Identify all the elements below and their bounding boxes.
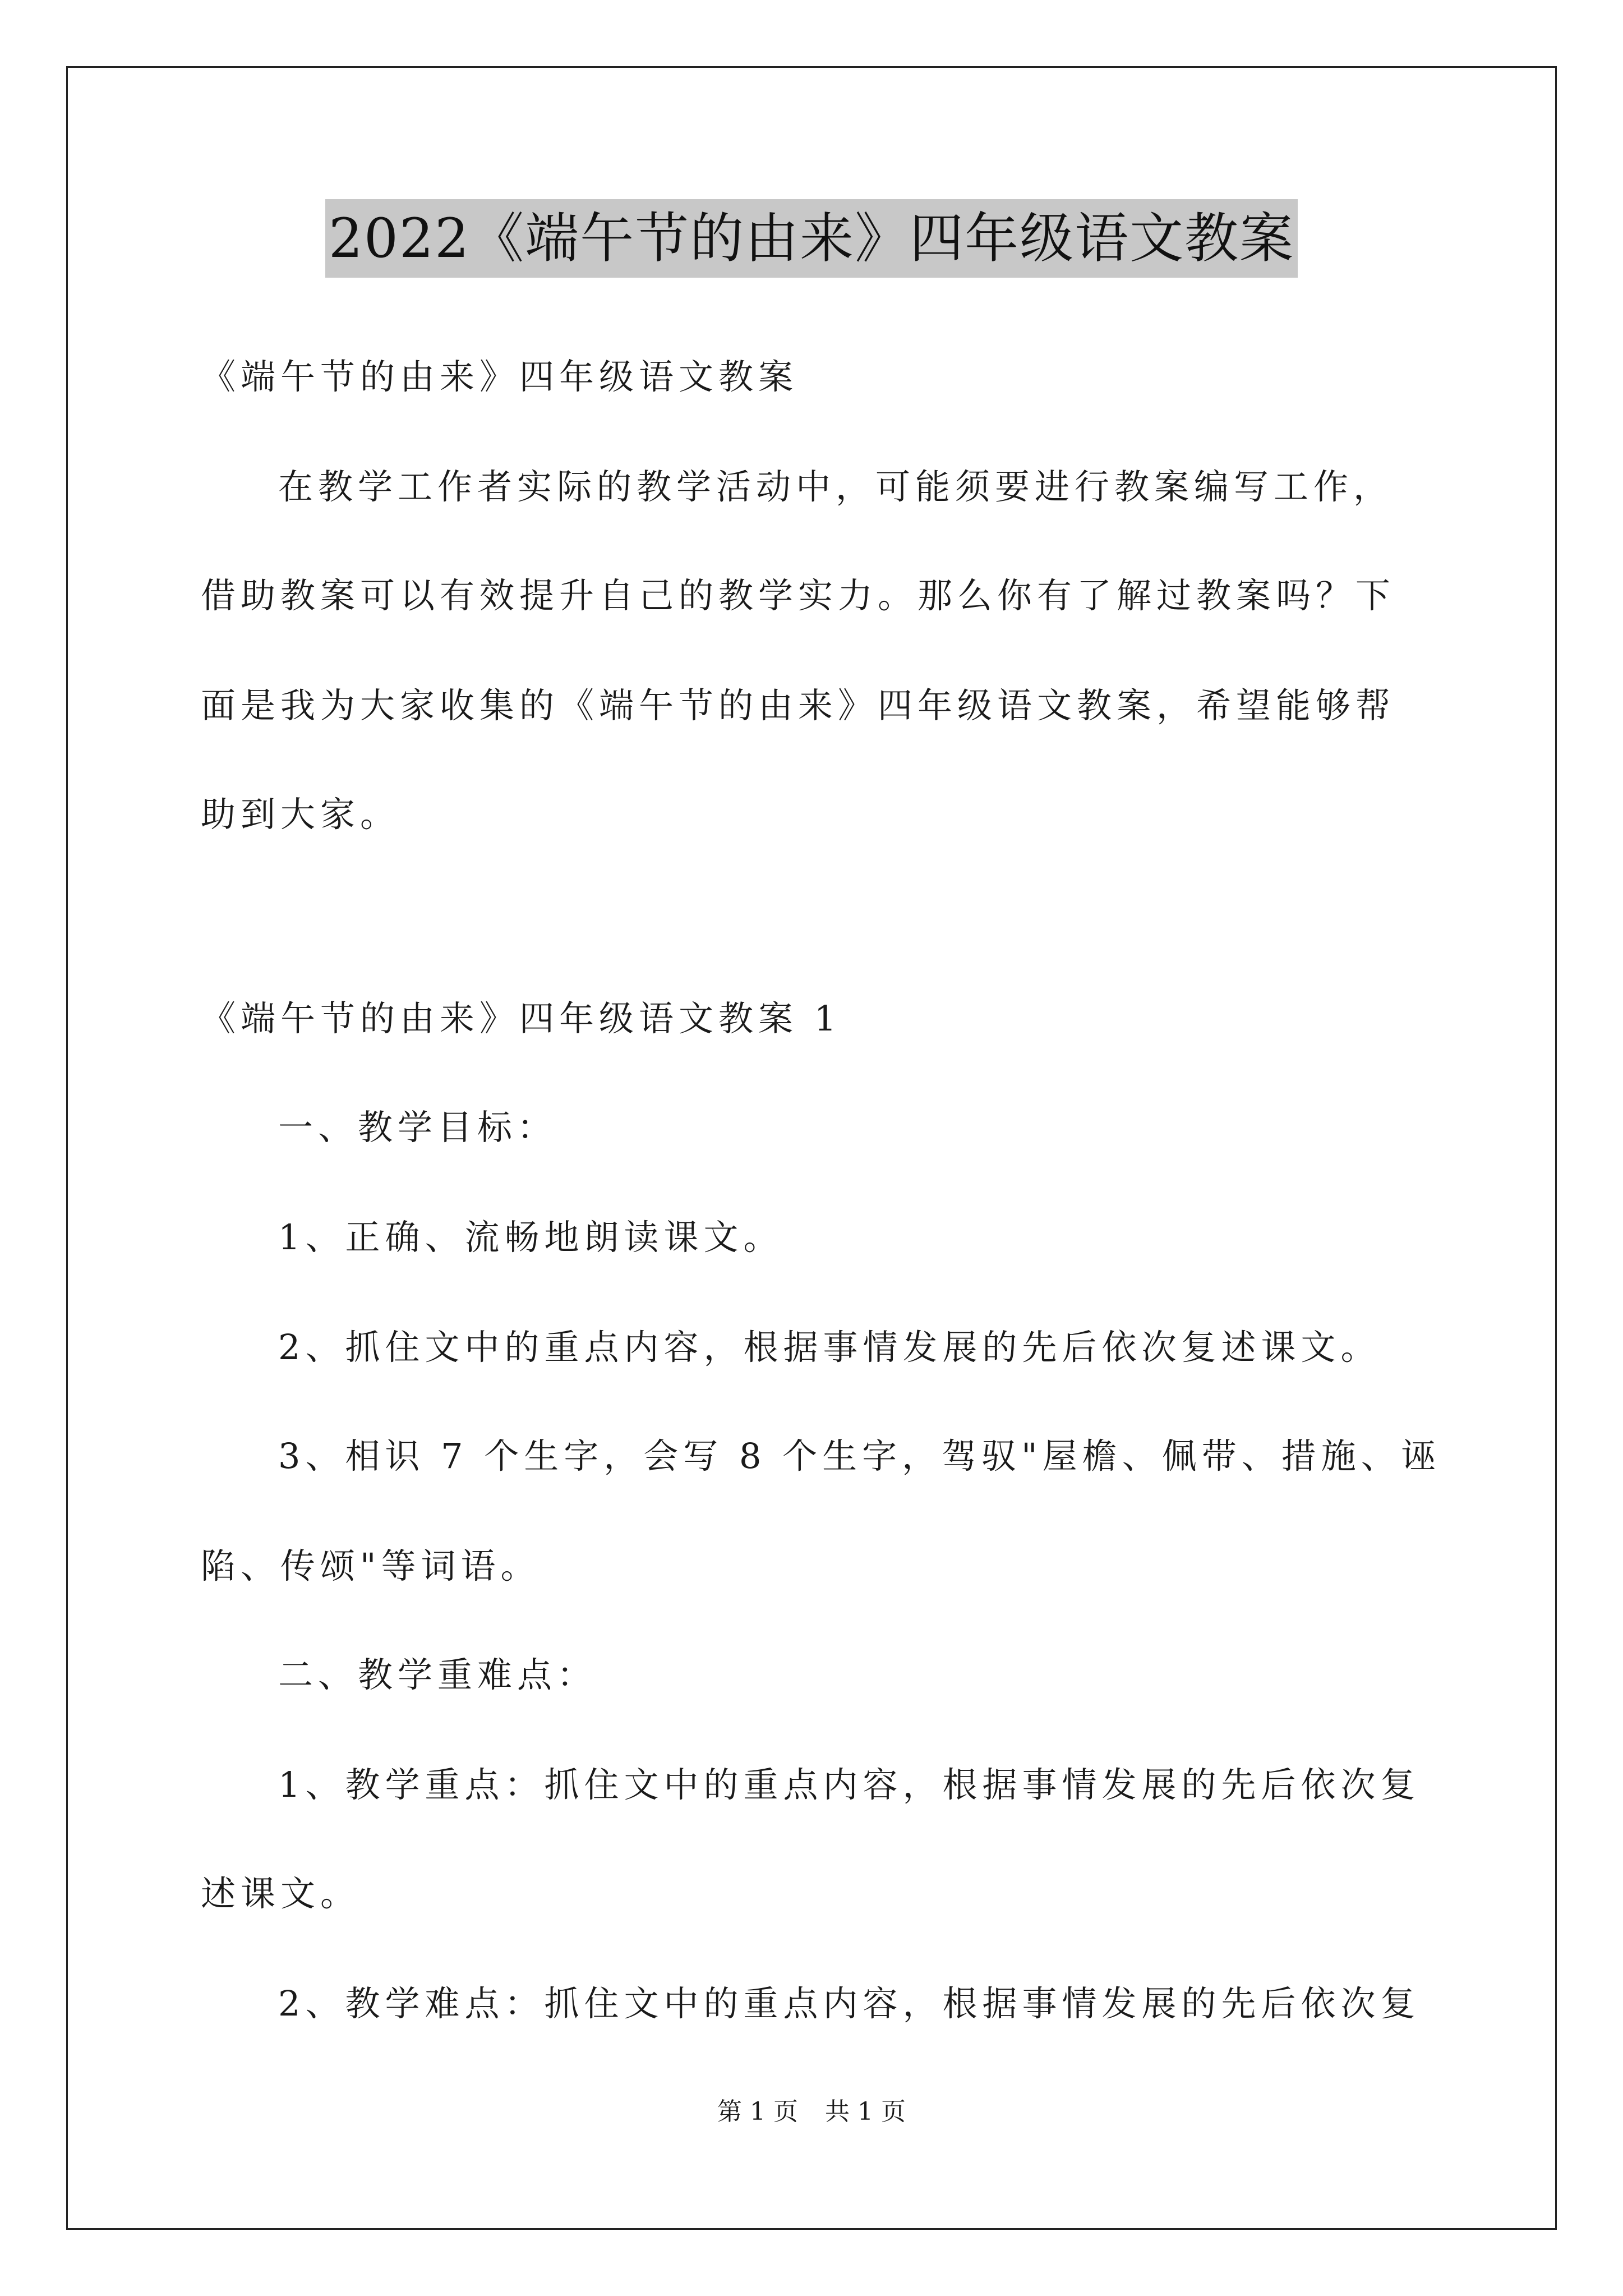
keypoint-1-line-2: 述课文。 <box>201 1873 361 1914</box>
goal-2: 2、抓住文中的重点内容，根据事情发展的先后依次复述课文。 <box>278 1327 1381 1368</box>
page-number-current: 第 1 页 <box>717 2097 798 2126</box>
intro-line-4: 助到大家。 <box>201 794 400 835</box>
page-footer <box>0 2095 1623 2129</box>
subtitle: 《端午节的由来》四年级语文教案 <box>201 356 799 397</box>
goal-1: 1、正确、流畅地朗读课文。 <box>278 1217 783 1258</box>
goal-3-line-1: 3、相识 7 个生字，会写 8 个生字，驾驭"屋檐、佩带、措施、诬 <box>278 1435 1441 1476</box>
keypoints-heading: 二、教学重难点： <box>278 1654 597 1695</box>
keypoint-2-line-1: 2、教学难点：抓住文中的重点内容，根据事情发展的先后依次复 <box>278 1983 1421 2024</box>
intro-line-3: 面是我为大家收集的《端午节的由来》四年级语文教案，希望能够帮 <box>201 685 1396 726</box>
document-title: 2022《端午节的由来》四年级语文教案 <box>325 199 1298 278</box>
intro-line-1: 在教学工作者实际的教学活动中，可能须要进行教案编写工作， <box>278 466 1394 507</box>
goals-heading: 一、教学目标： <box>278 1107 557 1148</box>
section-heading: 《端午节的由来》四年级语文教案 1 <box>201 998 842 1039</box>
title-wrap <box>0 199 1623 278</box>
keypoint-1-line-1: 1、教学重点：抓住文中的重点内容，根据事情发展的先后依次复 <box>278 1764 1421 1805</box>
goal-3-line-2: 陷、传颂"等词语。 <box>201 1545 541 1586</box>
intro-line-2: 借助教案可以有效提升自己的教学实力。那么你有了解过教案吗？下 <box>201 575 1396 616</box>
page-number-total: 共 1 页 <box>825 2097 906 2126</box>
